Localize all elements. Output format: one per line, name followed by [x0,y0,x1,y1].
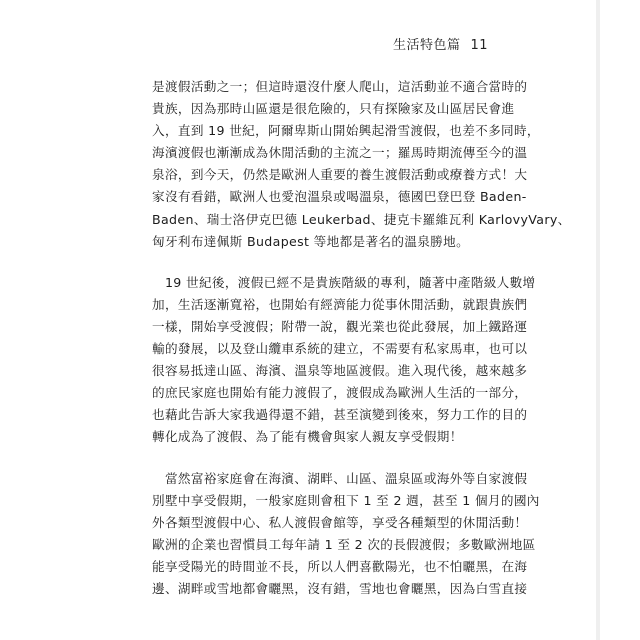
page-number: 11 [470,38,488,53]
text-line: 貴族，因為那時山區還是很危險的，只有探險家及山區居民會進 [152,101,515,117]
text-line: 入，直到 19 世紀，阿爾卑斯山開始興起滑雪渡假，也差不多同時， [152,123,540,139]
chapter-title: 生活特色篇 [392,38,461,53]
body-text [152,76,571,600]
text-line: 很容易抵達山區、海濱、溫泉等地區渡假。進入現代後，越來越多 [152,363,528,379]
text-line: 加，生活逐漸寬裕，也開始有經濟能力從事休閒活動，就跟貴族們 [152,296,528,312]
text-line: 一樣，開始享受渡假；附帶一說，觀光業也從此發展，加上鐵路運 [152,318,528,334]
text-line: 泉浴，到今天，仍然是歐洲人重要的養生渡假活動或療養方式！大 [152,167,528,183]
text-line: 海濱渡假也漸漸成為休閒活動的主流之一；羅馬時期流傳至今的溫 [152,145,528,161]
paragraph-3 [152,468,540,601]
text-line: 家沒有看錯，歐洲人也愛泡溫泉或喝溫泉，德國巴登巴登 Baden- [152,189,527,205]
text-line: 的庶民家庭也開始有能力渡假了，渡假成為歐洲人生活的一部分， [152,385,528,401]
text-line: 轉化成為了渡假、為了能有機會與家人親友享受假期！ [152,429,463,445]
text-line: 歐洲的企業也習慣員工每年請 1 至 2 次的長假渡假；多數歐洲地區 [152,536,536,552]
text-line: 能享受陽光的時間並不長，所以人們喜歡陽光，也不怕曬黑，在海 [152,558,528,574]
text-line: 別墅中享受假期，一般家庭則會租下 1 至 2 週，甚至 1 個月的國內 [152,492,540,508]
page-edge-shadow [596,0,600,640]
text-line: 匈牙利布達佩斯 Budapest 等地都是著名的溫泉勝地。 [152,233,470,249]
paragraph-2 [152,272,536,449]
text-line: 外各類型渡假中心、私人渡假會館等，享受各種類型的休閒活動！ [152,514,528,530]
running-header [393,34,488,53]
text-line: 19 世紀後，渡假已經不是貴族階級的專利，隨著中產階級人數增 [152,274,536,290]
text-line: 是渡假活動之一；但這時還沒什麼人爬山，這活動並不適合當時的 [152,79,528,94]
text-line: 邊、湖畔或雪地都會曬黑，沒有錯，雪地也會曬黑，因為白雪直接 [152,580,528,596]
paragraph-1 [152,76,571,253]
text-line: Baden、瑞士洛伊克巴德 Leukerbad、捷克卡羅維瓦利 KarlovyVary、 [152,211,571,227]
text-line: 當然富裕家庭會在海濱、湖畔、山區、溫泉區或海外等自家渡假 [152,470,528,486]
text-line: 也藉此告訴大家我過得還不錯，甚至演變到後來，努力工作的目的 [152,407,528,423]
text-line: 輸的發展，以及登山纜車系統的建立，不需要有私家馬車，也可以 [152,341,528,357]
